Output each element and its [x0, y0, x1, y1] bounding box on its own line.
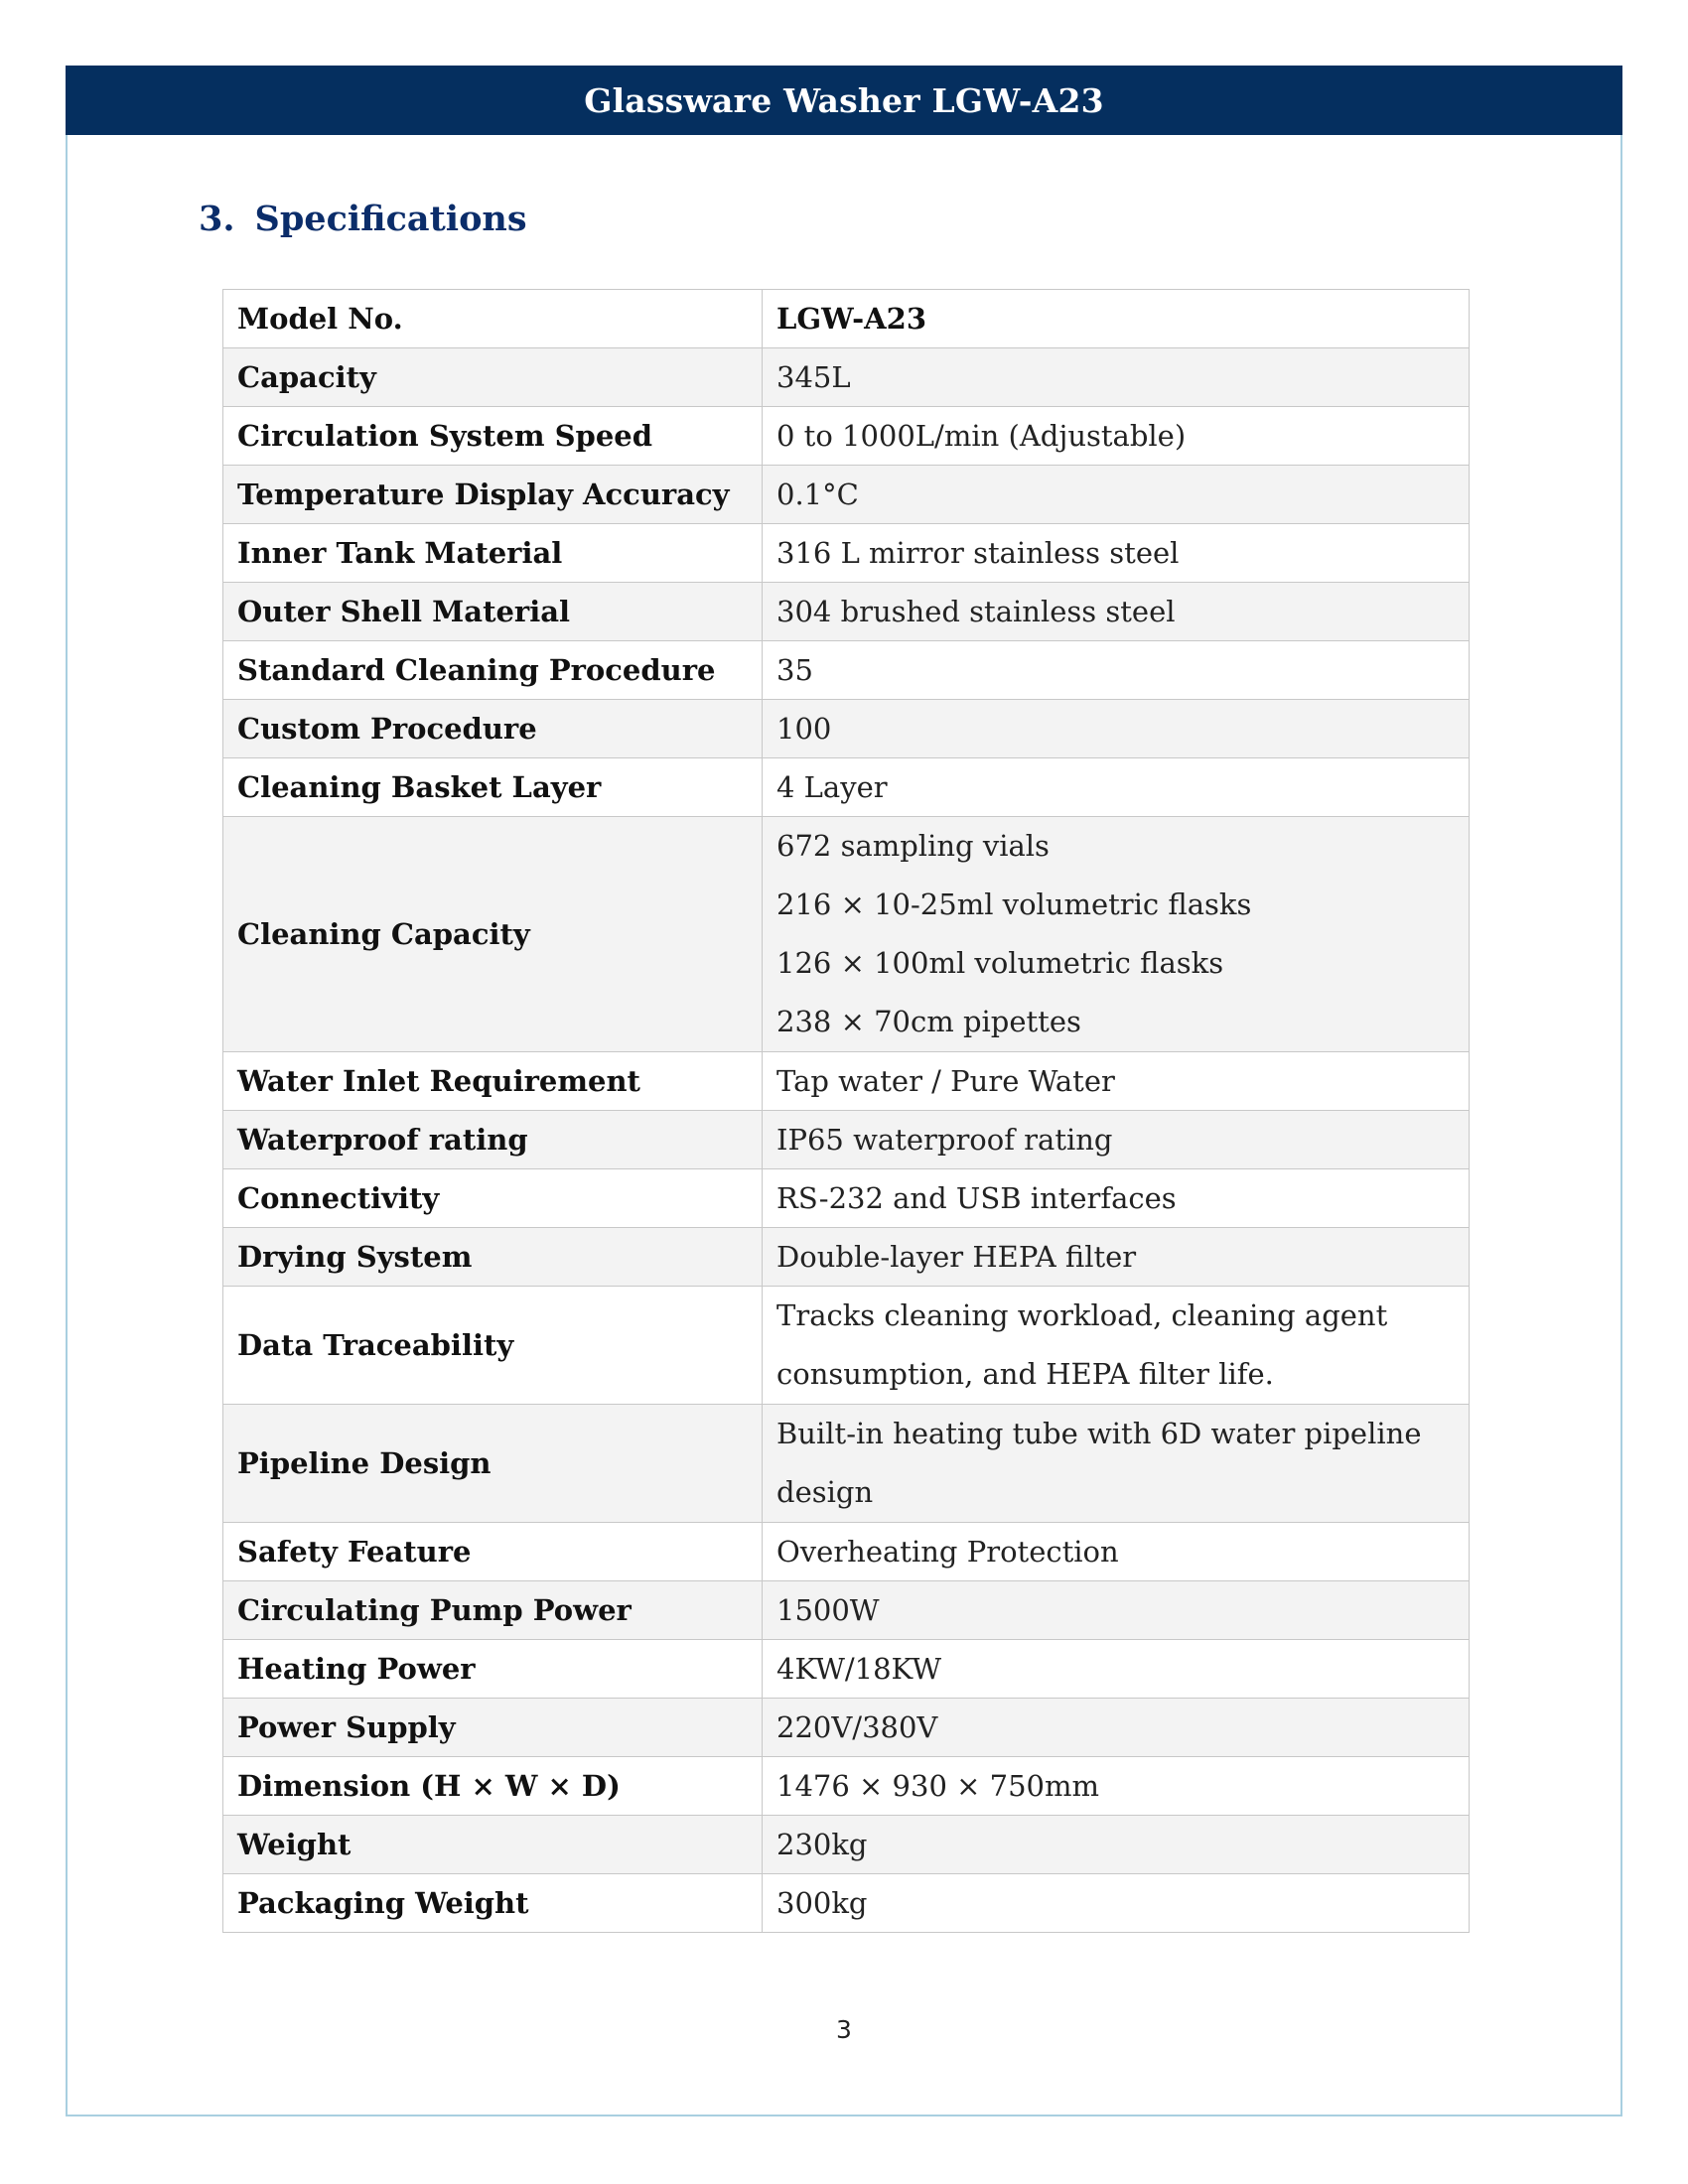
- page-number: 3: [836, 2015, 852, 2044]
- spec-label: Connectivity: [223, 1169, 763, 1228]
- spec-value: RS-232 and USB interfaces: [763, 1169, 1470, 1228]
- section-number: 3.: [199, 199, 235, 239]
- spec-label: Pipeline Design: [223, 1405, 763, 1523]
- spec-value: 35: [763, 641, 1470, 700]
- table-row: [223, 817, 1470, 1052]
- spec-value: 1500W: [763, 1581, 1470, 1640]
- spec-value-line: 672 sampling vials: [776, 829, 1050, 863]
- document-title: Glassware Washer LGW-A23: [584, 80, 1104, 120]
- spec-value-line: 216 × 10-25ml volumetric flasks: [776, 887, 1252, 921]
- spec-value-line: Tracks cleaning workload, cleaning agent: [776, 1298, 1388, 1332]
- spec-label: Circulating Pump Power: [223, 1581, 763, 1640]
- spec-value: 4 Layer: [763, 758, 1470, 817]
- table-row: [223, 524, 1470, 583]
- spec-value: [763, 1287, 1470, 1405]
- table-row: [223, 1228, 1470, 1287]
- table-row: [223, 1523, 1470, 1581]
- table-row: [223, 1640, 1470, 1699]
- spec-value: Double-layer HEPA filter: [763, 1228, 1470, 1287]
- table-row: [223, 348, 1470, 407]
- table-row: [223, 1405, 1470, 1523]
- spec-value: Overheating Protection: [763, 1523, 1470, 1581]
- spec-label: Custom Procedure: [223, 700, 763, 758]
- spec-value-line: design: [776, 1475, 874, 1509]
- spec-value: 345L: [763, 348, 1470, 407]
- spec-value: LGW-A23: [763, 290, 1470, 348]
- section-title: Specifications: [254, 199, 527, 239]
- spec-value-line: 238 × 70cm pipettes: [776, 1005, 1081, 1038]
- spec-label: Inner Tank Material: [223, 524, 763, 583]
- spec-value: 100: [763, 700, 1470, 758]
- spec-label: Drying System: [223, 1228, 763, 1287]
- table-row: [223, 290, 1470, 348]
- table-row: [223, 1699, 1470, 1757]
- spec-value: Tap water / Pure Water: [763, 1052, 1470, 1111]
- table-row: [223, 700, 1470, 758]
- spec-label: Power Supply: [223, 1699, 763, 1757]
- spec-label: Safety Feature: [223, 1523, 763, 1581]
- spec-label: Standard Cleaning Procedure: [223, 641, 763, 700]
- spec-value: 316 L mirror stainless steel: [763, 524, 1470, 583]
- spec-label: Cleaning Basket Layer: [223, 758, 763, 817]
- spec-label: Outer Shell Material: [223, 583, 763, 641]
- spec-value: [763, 817, 1470, 1052]
- specifications-table: [222, 289, 1470, 1933]
- header-bar: [66, 66, 1622, 135]
- spec-value: 1476 × 930 × 750mm: [763, 1757, 1470, 1816]
- spec-label: Water Inlet Requirement: [223, 1052, 763, 1111]
- table-row: [223, 1052, 1470, 1111]
- spec-value: 0 to 1000L/min (Adjustable): [763, 407, 1470, 466]
- table-row: [223, 1757, 1470, 1816]
- spec-value: 4KW/18KW: [763, 1640, 1470, 1699]
- section-heading: [199, 199, 527, 239]
- table-row: [223, 641, 1470, 700]
- table-row: [223, 583, 1470, 641]
- spec-label: Dimension (H × W × D): [223, 1757, 763, 1816]
- table-row: [223, 1169, 1470, 1228]
- spec-value: 0.1°C: [763, 466, 1470, 524]
- spec-value: IP65 waterproof rating: [763, 1111, 1470, 1169]
- table-row: [223, 1287, 1470, 1405]
- spec-value-line: Built-in heating tube with 6D water pipeline: [776, 1417, 1422, 1450]
- spec-label: Weight: [223, 1816, 763, 1874]
- spec-label: Capacity: [223, 348, 763, 407]
- table-row: [223, 466, 1470, 524]
- table-row: [223, 758, 1470, 817]
- spec-value: [763, 1405, 1470, 1523]
- spec-label: Model No.: [223, 290, 763, 348]
- table-row: [223, 1581, 1470, 1640]
- table-row: [223, 1111, 1470, 1169]
- spec-label: Temperature Display Accuracy: [223, 466, 763, 524]
- spec-value: 230kg: [763, 1816, 1470, 1874]
- spec-value: 304 brushed stainless steel: [763, 583, 1470, 641]
- spec-value-line: consumption, and HEPA filter life.: [776, 1357, 1274, 1391]
- spec-value-line: 126 × 100ml volumetric flasks: [776, 946, 1224, 980]
- specifications-table-body: [223, 290, 1470, 1933]
- table-row: [223, 1874, 1470, 1933]
- table-row: [223, 407, 1470, 466]
- table-row: [223, 1816, 1470, 1874]
- spec-value: 300kg: [763, 1874, 1470, 1933]
- spec-label: Cleaning Capacity: [223, 817, 763, 1052]
- spec-label: Packaging Weight: [223, 1874, 763, 1933]
- spec-value: 220V/380V: [763, 1699, 1470, 1757]
- spec-label: Waterproof rating: [223, 1111, 763, 1169]
- spec-label: Data Traceability: [223, 1287, 763, 1405]
- spec-label: Heating Power: [223, 1640, 763, 1699]
- spec-label: Circulation System Speed: [223, 407, 763, 466]
